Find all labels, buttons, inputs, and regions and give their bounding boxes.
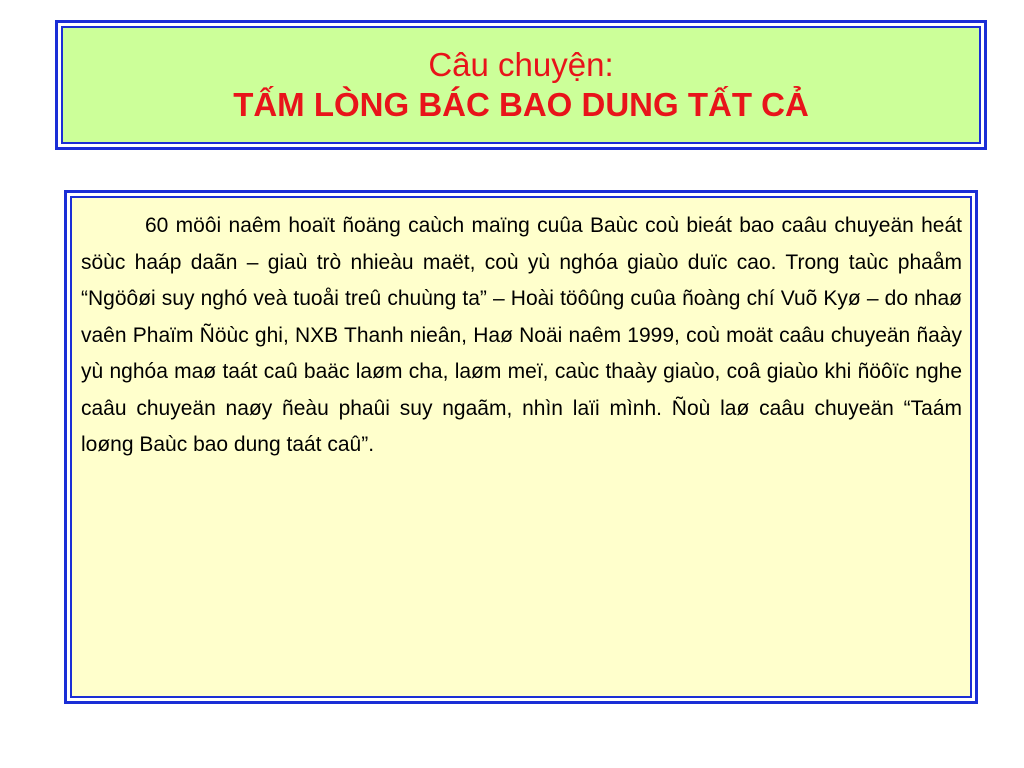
- title-heading: Câu chuyện:: [428, 46, 614, 84]
- title-frame: [55, 20, 987, 150]
- body-paragraph: 60 möôi naêm hoaït ñoäng caùch maïng cuûa Baùc coù bieát bao caâu chuyeän heát söùc haáp daãn – giaù trò nhieàu maët, coù yù nghóa giaùo duïc cao. Trong taùc phaåm “Ngöôøi suy nghó veà tuoåi treû chuùng ta” – Hoài töôûng cuûa ñoàng chí Vuõ Kyø – do nhaø vaên Phaïm Ñöùc ghi, NXB Thanh nieân, Haø Noäi naêm 1999, coù moät caâu chuyeän ñaày yù nghóa maø taát caû baäc laøm cha, laøm meï, caùc thaày giaùo, coâ giaùo khi ñöôïc nghe caâu chuyeän naøy ñeàu phaûi suy ngaãm, nhìn laïi mình. Ñoù laø caâu chuyeän “Taám loøng Baùc bao dung taát caû”.: [81, 214, 962, 456]
- title-main: TẤM LÒNG BÁC BAO DUNG TẤT CẢ: [233, 86, 809, 123]
- body-frame: [64, 190, 978, 704]
- title-panel: [61, 26, 981, 144]
- body-panel: [70, 196, 972, 698]
